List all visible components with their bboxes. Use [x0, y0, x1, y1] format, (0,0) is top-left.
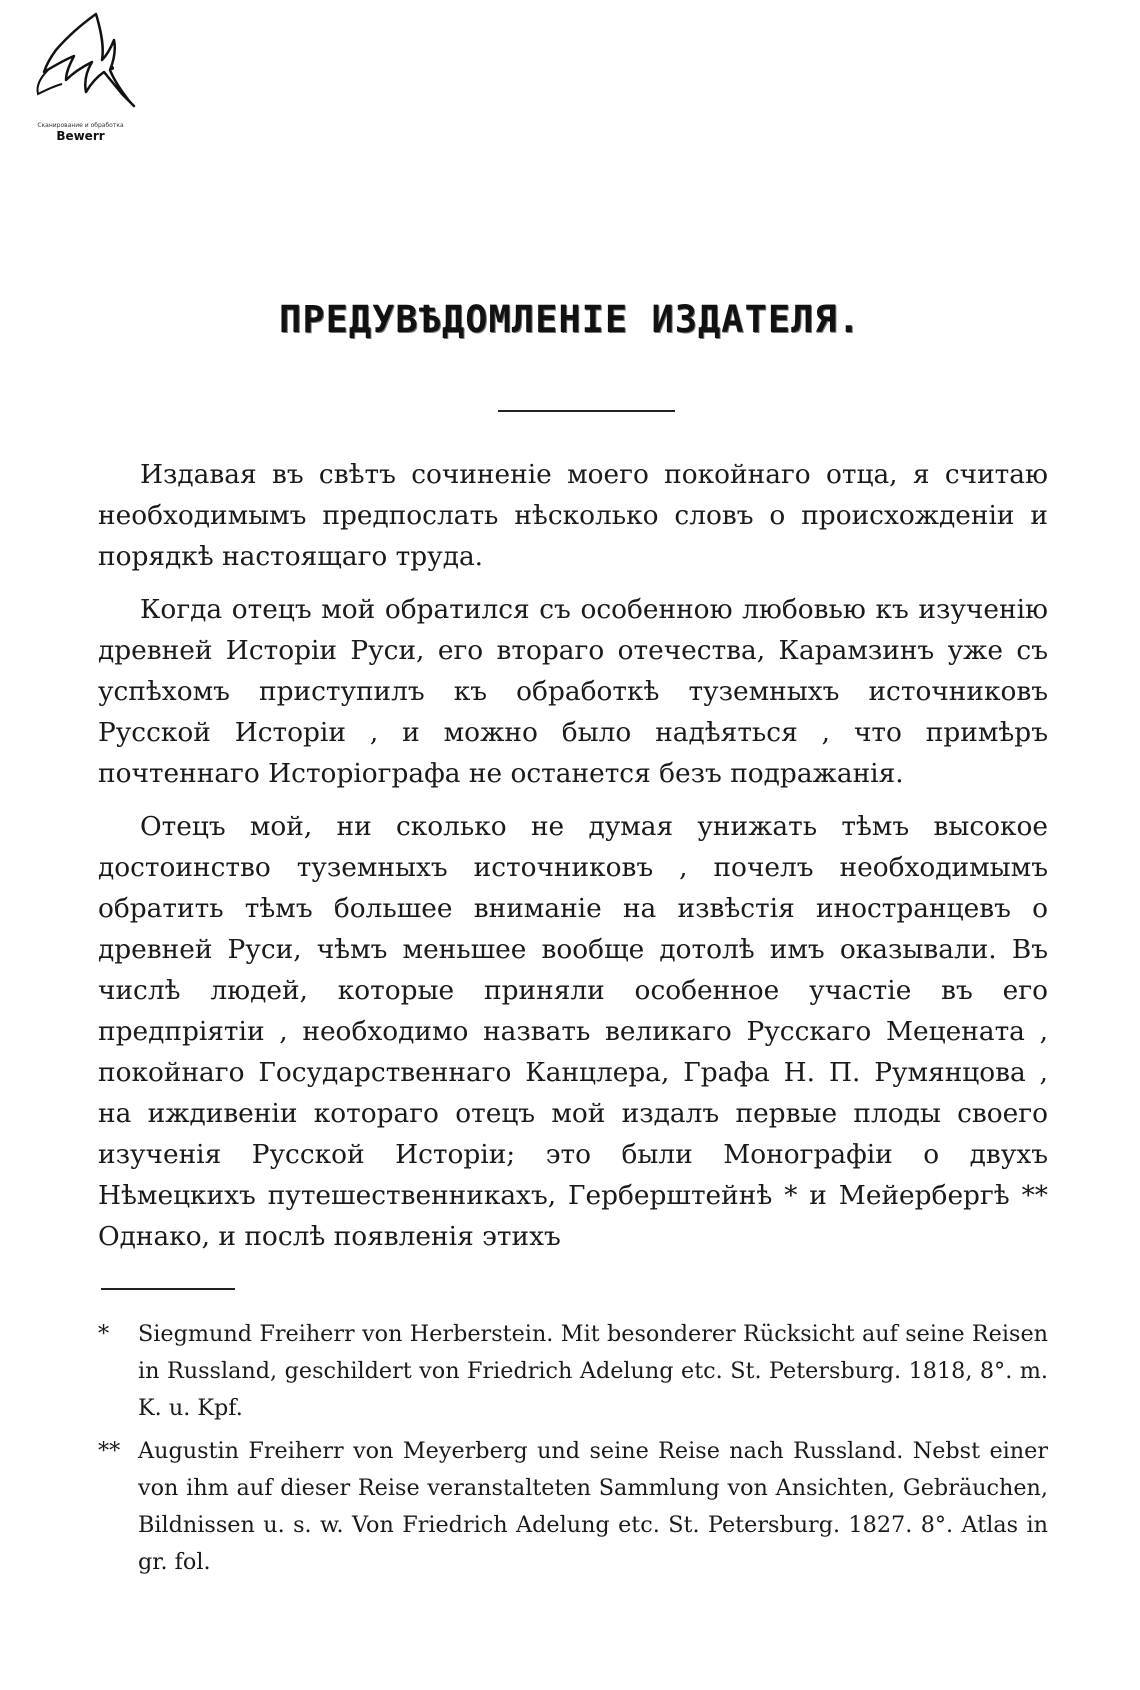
footnote-mark: **	[98, 1438, 121, 1464]
paragraph: Когда отецъ мой обратился съ особенною любовью къ изученію древней Исторіи Руси, его втораго отечества, Карамзинъ уже съ успѣхомъ приступилъ къ обработкѣ туземныхъ источниковъ Русской Исторіи , и можно было надѣяться , что примѣръ почтеннаго Исторіографа не останется безъ подражанія.	[98, 594, 1048, 789]
paragraph: Отецъ мой, ни сколько не думая унижать тѣмъ высокое достоинство туземныхъ источниковъ , почелъ необходимымъ обратить тѣмъ большее вниманіе на извѣстія иностранцевъ о древней Руси, чѣмъ меньшее вообще дотолѣ имъ оказывали. Въ числѣ людей, которые приняли особенное участіе въ его предпріятіи , необходимо назвать великаго Русскаго Мецената , покойнаго Государственнаго Канцлера, Графа Н. П. Румянцова , на иждивеніи котораго отецъ мой издалъ первые плоды своего изученія Русской Исторіи; это были Монографіи о двухъ Нѣмецкихъ путешественникахъ, Герберштейнѣ * и Мейербергѣ ** Однако, и послѣ появленія этихъ	[98, 811, 1048, 1252]
footnote	[98, 1433, 1048, 1581]
footnote-mark: *	[98, 1321, 110, 1347]
page-title: ПРЕДУВѢДОМЛЕНІЕ ИЗДАТЕЛЯ.	[279, 298, 861, 341]
footnotes	[98, 1316, 1048, 1587]
publisher-logo	[18, 10, 148, 143]
footnote-text: Siegmund Freiherr von Herberstein. Mit besonderer Rücksicht auf seine Reisen in Russland, geschildert von Friedrich Adelung etc. St. Petersburg. 1818, 8°. m. K. u. Kpf.	[138, 1321, 1048, 1421]
logo-caption: Сканирование и обработка	[37, 122, 124, 129]
bird-icon	[26, 10, 141, 120]
paragraph: Издавая въ свѣтъ сочиненіе моего покойнаго отца, я считаю необходимымъ предпослать нѣсколько словъ о происхожденіи и порядкѣ настоящаго труда.	[98, 459, 1048, 572]
footnote-text: Augustin Freiherr von Meyerberg und seine Reise nach Russland. Nebst einer von ihm auf dieser Reise veranstalteten Sammlung von Ansichten, Gebräuchen, Bildnissen u. s. w. Von Friedrich Adelung etc. St. Petersburg. 1827. 8°. Atlas in gr. fol.	[138, 1438, 1048, 1575]
logo-brand: Bewerr	[56, 129, 105, 143]
footnote	[98, 1316, 1048, 1427]
body-text	[98, 454, 1048, 1269]
title-divider	[498, 410, 675, 412]
footnote-divider	[101, 1288, 235, 1290]
